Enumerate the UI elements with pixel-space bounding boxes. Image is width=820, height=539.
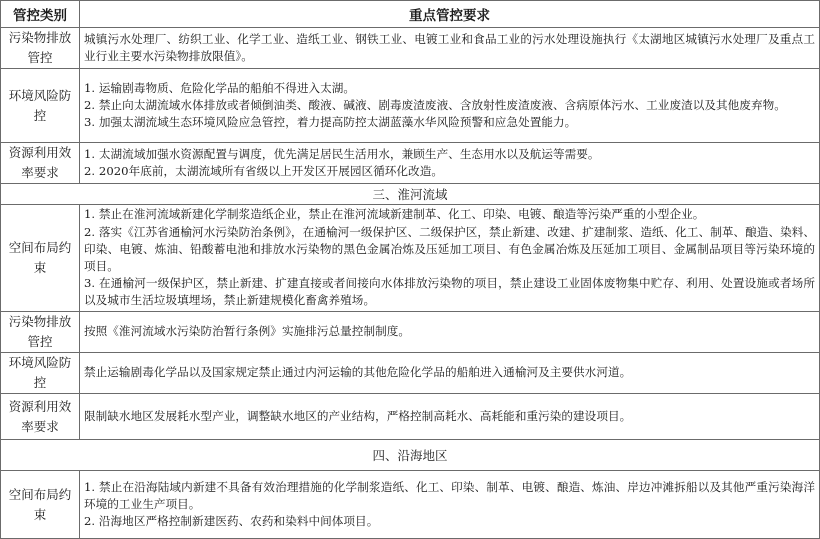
row-requirement	[80, 471, 820, 539]
row-requirement	[80, 69, 820, 143]
row-requirement	[80, 312, 820, 353]
requirement-item: 1. 禁止在沿海陆域内新建不具备有效治理措施的化学制浆造纸、化工、印染、制革、电镀、酿造、炼油、岸边冲滩拆船以及其他严重污染海洋环境的工业生产项目。	[84, 479, 815, 511]
row-requirement	[80, 143, 820, 184]
table-row	[1, 312, 820, 353]
requirement-item: 2. 禁止向太湖流域水体排放或者倾倒油类、酸液、碱液、剧毒废渣废液、含放射性废渣废液、含病原体污水、工业废渣以及其他废弃物。	[84, 97, 786, 112]
requirement-item: 1. 太湖流域加强水资源配置与调度，优先满足居民生活用水，兼顾生产、生态用水以及航运等需要。	[84, 146, 600, 161]
requirement-item: 按照《淮河流域水污染防治暂行条例》实施排污总量控制制度。	[84, 324, 411, 339]
row-requirement	[80, 353, 820, 394]
table-row	[1, 471, 820, 539]
header-row	[1, 1, 820, 28]
requirement-item: 2. 2020年底前，太湖流域所有省级以上开发区开展园区循环化改造。	[84, 164, 443, 178]
section-title-coastal: 四、沿海地区	[1, 440, 820, 471]
row-requirement	[80, 28, 820, 69]
requirement-item: 2. 沿海地区严格控制新建医药、农药和染料中间体项目。	[84, 514, 379, 529]
requirement-item: 1. 运输剧毒物质、危险化学品的船舶不得进入太湖。	[84, 80, 356, 95]
requirement-item: 3. 在通榆河一级保护区，禁止新建、扩建直接或者间接向水体排放污染物的项目，禁止建设工业固体废物集中贮存、利用、处置设施或者场所以及城市生活垃圾填埋场，禁止新建规模化畜禽养殖场。	[84, 276, 815, 308]
row-requirement	[80, 394, 820, 440]
row-category: 污染物排放管控	[1, 312, 80, 353]
row-category: 空间布局约束	[1, 205, 80, 312]
requirement-item: 3. 加强太湖流域生态环境风险应急管控，着力提高防控太湖蓝藻水华风险预警和应急处置能力。	[84, 115, 577, 130]
row-category: 资源利用效率要求	[1, 143, 80, 184]
section-title-huaihe: 三、淮河流域	[1, 184, 820, 205]
requirement-item: 禁止运输剧毒化学品以及国家规定禁止通过内河运输的其他危险化学品的船舶进入通榆河及主要供水河道。	[84, 365, 632, 380]
row-category: 资源利用效率要求	[1, 394, 80, 440]
requirement-item: 限制缺水地区发展耗水型产业，调整缺水地区的产业结构，严格控制高耗水、高耗能和重污染的建设项目。	[84, 408, 632, 423]
row-category: 环境风险防控	[1, 69, 80, 143]
header-category: 管控类别	[1, 1, 80, 28]
row-requirement	[80, 205, 820, 312]
requirement-item: 城镇污水处理厂、纺织工业、化学工业、造纸工业、钢铁工业、电镀工业和食品工业的污水处理设施执行《太湖地区城镇污水处理厂及重点工业行业主要水污染物排放限值》。	[84, 31, 815, 63]
table-row	[1, 69, 820, 143]
table-row	[1, 205, 820, 312]
section-row	[1, 184, 820, 205]
requirement-item: 2. 落实《江苏省通榆河水污染防治条例》，在通榆河一级保护区、二级保护区，禁止新建、改建、扩建制浆、造纸、化工、制革、酿造、染料、印染、电镀、炼油、铅酸蓄电池和排放水污染物的黑色金属冶炼及压延加工项目、有色金属冶炼及压延加工项目、金属制品项目等污染环境的项目。	[84, 224, 816, 273]
row-category: 污染物排放管控	[1, 28, 80, 69]
requirement-item: 1. 禁止在淮河流域新建化学制浆造纸企业，禁止在淮河流域新建制革、化工、印染、电镀、酿造等污染严重的小型企业。	[84, 207, 705, 222]
table-row	[1, 353, 820, 394]
table-row	[1, 28, 820, 69]
row-category: 环境风险防控	[1, 353, 80, 394]
table-row	[1, 143, 820, 184]
table-row	[1, 394, 820, 440]
section-row	[1, 440, 820, 471]
row-category: 空间布局约束	[1, 471, 80, 539]
header-requirement: 重点管控要求	[80, 1, 820, 28]
